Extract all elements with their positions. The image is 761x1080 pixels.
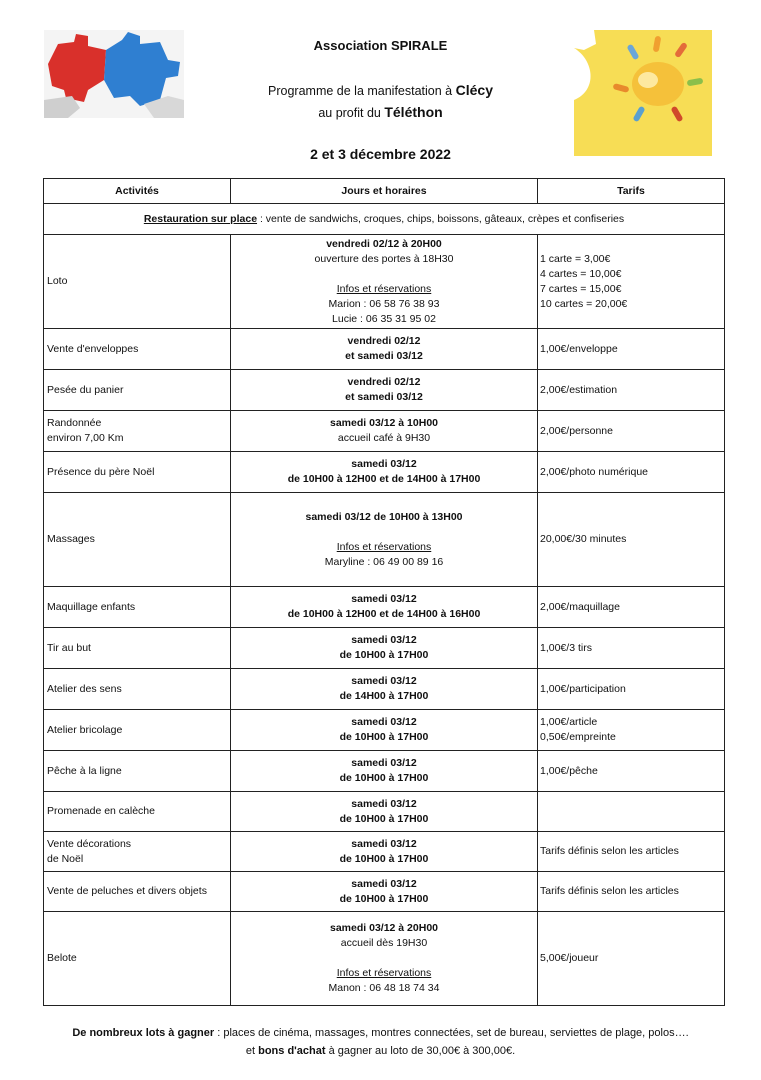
activity-cell	[44, 628, 231, 669]
restauration-text: : vente de sandwichs, croques, chips, boissons, gâteaux, crèpes et confiseries	[257, 213, 625, 225]
table-row	[44, 669, 725, 710]
schedule-cell	[231, 792, 538, 832]
event-dates: 2 et 3 décembre 2022	[310, 146, 451, 162]
activity-cell	[44, 751, 231, 792]
schedule-line: samedi 03/12	[351, 458, 417, 470]
table-row	[44, 587, 725, 628]
schedule-cell	[231, 628, 538, 669]
activity-cell	[44, 493, 231, 587]
schedule-line: vendredi 02/12	[347, 376, 421, 388]
schedule-line: de 10H00 à 17H00	[339, 649, 429, 661]
schedule-line: samedi 03/12	[351, 837, 417, 850]
schedule-line	[234, 951, 534, 966]
schedule-cell	[231, 872, 538, 912]
schedule-line: accueil café à 9H30	[337, 432, 431, 444]
price-line: 1,00€/article	[540, 716, 598, 728]
activity-cell	[44, 329, 231, 370]
restauration-cell	[44, 204, 725, 235]
price-line: 4 cartes = 10,00€	[540, 267, 622, 280]
table-row	[44, 235, 725, 329]
schedule-cell	[231, 587, 538, 628]
price-cell	[538, 493, 725, 587]
table-row	[44, 751, 725, 792]
price-cell	[538, 710, 725, 751]
schedule-line: de 10H00 à 17H00	[339, 772, 429, 784]
table-row	[44, 370, 725, 411]
schedule-cell	[231, 493, 538, 587]
programme-table	[43, 178, 725, 1006]
footer-lots-label: De nombreux lots à gagner	[72, 1027, 215, 1039]
activity-cell	[44, 912, 231, 1006]
activity-line: Présence du père Noël	[47, 465, 155, 478]
price-cell	[538, 912, 725, 1006]
price-line: 5,00€/joueur	[540, 952, 599, 964]
price-cell	[538, 370, 725, 411]
activity-cell	[44, 235, 231, 329]
info-reservations-label: Infos et réservations	[336, 282, 432, 295]
association-name: Association SPIRALE	[313, 38, 448, 53]
schedule-line	[234, 525, 534, 540]
schedule-cell	[231, 751, 538, 792]
schedule-cell	[231, 832, 538, 872]
schedule-line: samedi 03/12	[351, 877, 417, 890]
footer-line-2	[0, 1042, 761, 1060]
restauration-row	[44, 204, 725, 235]
schedule-line: samedi 03/12	[351, 716, 417, 728]
activity-cell	[44, 792, 231, 832]
table-row	[44, 792, 725, 832]
place-name: Clécy	[455, 82, 493, 98]
event-name: Téléthon	[384, 104, 443, 120]
header-prices: Tarifs	[538, 179, 725, 204]
schedule-line: et samedi 03/12	[345, 350, 423, 362]
price-line: 1 carte = 3,00€	[540, 252, 611, 265]
activity-line: Vente de peluches et divers objets	[47, 885, 207, 897]
price-cell	[538, 872, 725, 912]
schedule-line: de 10H00 à 12H00 et de 14H00 à 16H00	[287, 608, 481, 620]
activity-cell	[44, 832, 231, 872]
programme-prefix: Programme de la manifestation à	[268, 84, 453, 98]
table-row	[44, 912, 725, 1006]
schedule-line: de 10H00 à 17H00	[339, 731, 429, 743]
restauration-label: Restauration sur place	[143, 213, 258, 225]
price-cell	[538, 587, 725, 628]
price-line: 10 cartes = 20,00€	[540, 297, 628, 310]
schedule-line: Manon : 06 48 18 74 34	[328, 982, 440, 994]
activity-line: environ 7,00 Km	[47, 432, 124, 444]
profit-prefix: au profit du	[318, 106, 381, 120]
footer-line-1	[0, 1024, 761, 1042]
table-row	[44, 710, 725, 751]
activity-line: Atelier des sens	[47, 682, 122, 695]
table-header-row	[44, 179, 725, 204]
activity-cell	[44, 587, 231, 628]
schedule-line	[234, 267, 534, 282]
activity-line: Atelier bricolage	[47, 723, 123, 736]
info-reservations-label: Infos et réservations	[336, 540, 432, 553]
schedule-line: vendredi 02/12	[347, 335, 421, 347]
activity-line: Tir au but	[47, 641, 91, 654]
activity-line: Belote	[47, 952, 77, 964]
schedule-line: samedi 03/12	[351, 797, 417, 810]
profit-line	[0, 104, 761, 120]
activity-cell	[44, 872, 231, 912]
table-row	[44, 872, 725, 912]
price-line: 1,00€/3 tirs	[540, 641, 592, 654]
schedule-line: samedi 03/12 à 20H00	[330, 922, 438, 934]
footer-note	[0, 1024, 761, 1060]
schedule-cell	[231, 235, 538, 329]
schedule-line: de 10H00 à 17H00	[339, 812, 429, 825]
activity-cell	[44, 411, 231, 452]
schedule-line: accueil dès 19H30	[340, 937, 428, 949]
activity-line: de Noël	[47, 852, 84, 865]
schedule-line: ouverture des portes à 18H30	[314, 252, 454, 265]
schedule-cell	[231, 912, 538, 1006]
footer-bons-label: bons d'achat	[258, 1045, 326, 1057]
price-line: Tarifs définis selon les articles	[540, 845, 679, 857]
activity-line: Randonnée	[47, 417, 102, 429]
price-line: Tarifs définis selon les articles	[540, 885, 679, 897]
activity-line: Maquillage enfants	[47, 600, 136, 613]
schedule-line: samedi 03/12	[351, 593, 417, 605]
schedule-line: de 10H00 à 12H00 et de 14H00 à 17H00	[287, 473, 481, 485]
schedule-cell	[231, 411, 538, 452]
schedule-line: de 10H00 à 17H00	[339, 852, 429, 865]
schedule-line: Lucie : 06 35 31 95 02	[332, 312, 436, 325]
price-line: 2,00€/estimation	[540, 383, 618, 396]
footer-lots-text: : places de cinéma, massages, montres connectées, set de bureau, serviettes de plage, polos….	[214, 1027, 689, 1039]
table-row	[44, 628, 725, 669]
price-cell	[538, 628, 725, 669]
price-line: 2,00€/personne	[540, 424, 613, 437]
header-activities: Activités	[44, 179, 231, 204]
schedule-line: samedi 03/12	[351, 757, 417, 769]
activity-line: Loto	[47, 275, 68, 287]
schedule-cell	[231, 710, 538, 751]
schedule-line: vendredi 02/12 à 20H00	[326, 237, 442, 250]
price-line: 1,00€/participation	[540, 682, 626, 695]
schedule-line: Marion : 06 58 76 38 93	[328, 297, 440, 310]
activity-cell	[44, 669, 231, 710]
schedule-line: samedi 03/12 à 10H00	[330, 417, 438, 429]
price-line: 1,00€/pêche	[540, 764, 598, 777]
activity-line: Vente décorations	[47, 837, 132, 850]
price-line: 20,00€/30 minutes	[540, 533, 627, 545]
activity-cell	[44, 452, 231, 493]
price-line: 1,00€/enveloppe	[540, 342, 618, 355]
schedule-line: de 14H00 à 17H00	[339, 690, 429, 702]
footer-prefix: et	[245, 1045, 259, 1057]
schedule-line: et samedi 03/12	[345, 391, 423, 403]
price-line: 7 cartes = 15,00€	[540, 282, 622, 295]
schedule-line: Maryline : 06 49 00 89 16	[324, 555, 444, 568]
price-cell	[538, 832, 725, 872]
activity-line: Promenade en calèche	[47, 805, 155, 817]
programme-line	[0, 82, 761, 98]
schedule-cell	[231, 669, 538, 710]
info-reservations-label: Infos et réservations	[336, 967, 432, 979]
price-cell	[538, 329, 725, 370]
activity-line: Pêche à la ligne	[47, 764, 122, 777]
activity-line: Vente d'enveloppes	[47, 342, 139, 355]
price-line: 0,50€/empreinte	[540, 731, 616, 743]
activity-cell	[44, 370, 231, 411]
activity-line: Pesée du panier	[47, 383, 124, 396]
price-cell	[538, 792, 725, 832]
schedule-cell	[231, 370, 538, 411]
footer-bons-text: à gagner au loto de 30,00€ à 300,00€.	[325, 1045, 516, 1057]
table-row	[44, 329, 725, 370]
price-cell	[538, 751, 725, 792]
table-row	[44, 452, 725, 493]
price-cell	[538, 411, 725, 452]
price-cell	[538, 669, 725, 710]
schedule-line: samedi 03/12	[351, 634, 417, 646]
schedule-line: de 10H00 à 17H00	[339, 892, 429, 905]
schedule-line: samedi 03/12	[351, 675, 417, 687]
schedule-cell	[231, 329, 538, 370]
schedule-cell	[231, 452, 538, 493]
schedule-line: samedi 03/12 de 10H00 à 13H00	[305, 510, 463, 523]
activity-cell	[44, 710, 231, 751]
table-row	[44, 832, 725, 872]
price-cell	[538, 452, 725, 493]
price-line: 2,00€/photo numérique	[540, 465, 648, 478]
price-cell	[538, 235, 725, 329]
activity-line: Massages	[47, 533, 95, 545]
table-row	[44, 493, 725, 587]
price-line: 2,00€/maquillage	[540, 600, 620, 613]
header-schedule: Jours et horaires	[231, 179, 538, 204]
table-row	[44, 411, 725, 452]
